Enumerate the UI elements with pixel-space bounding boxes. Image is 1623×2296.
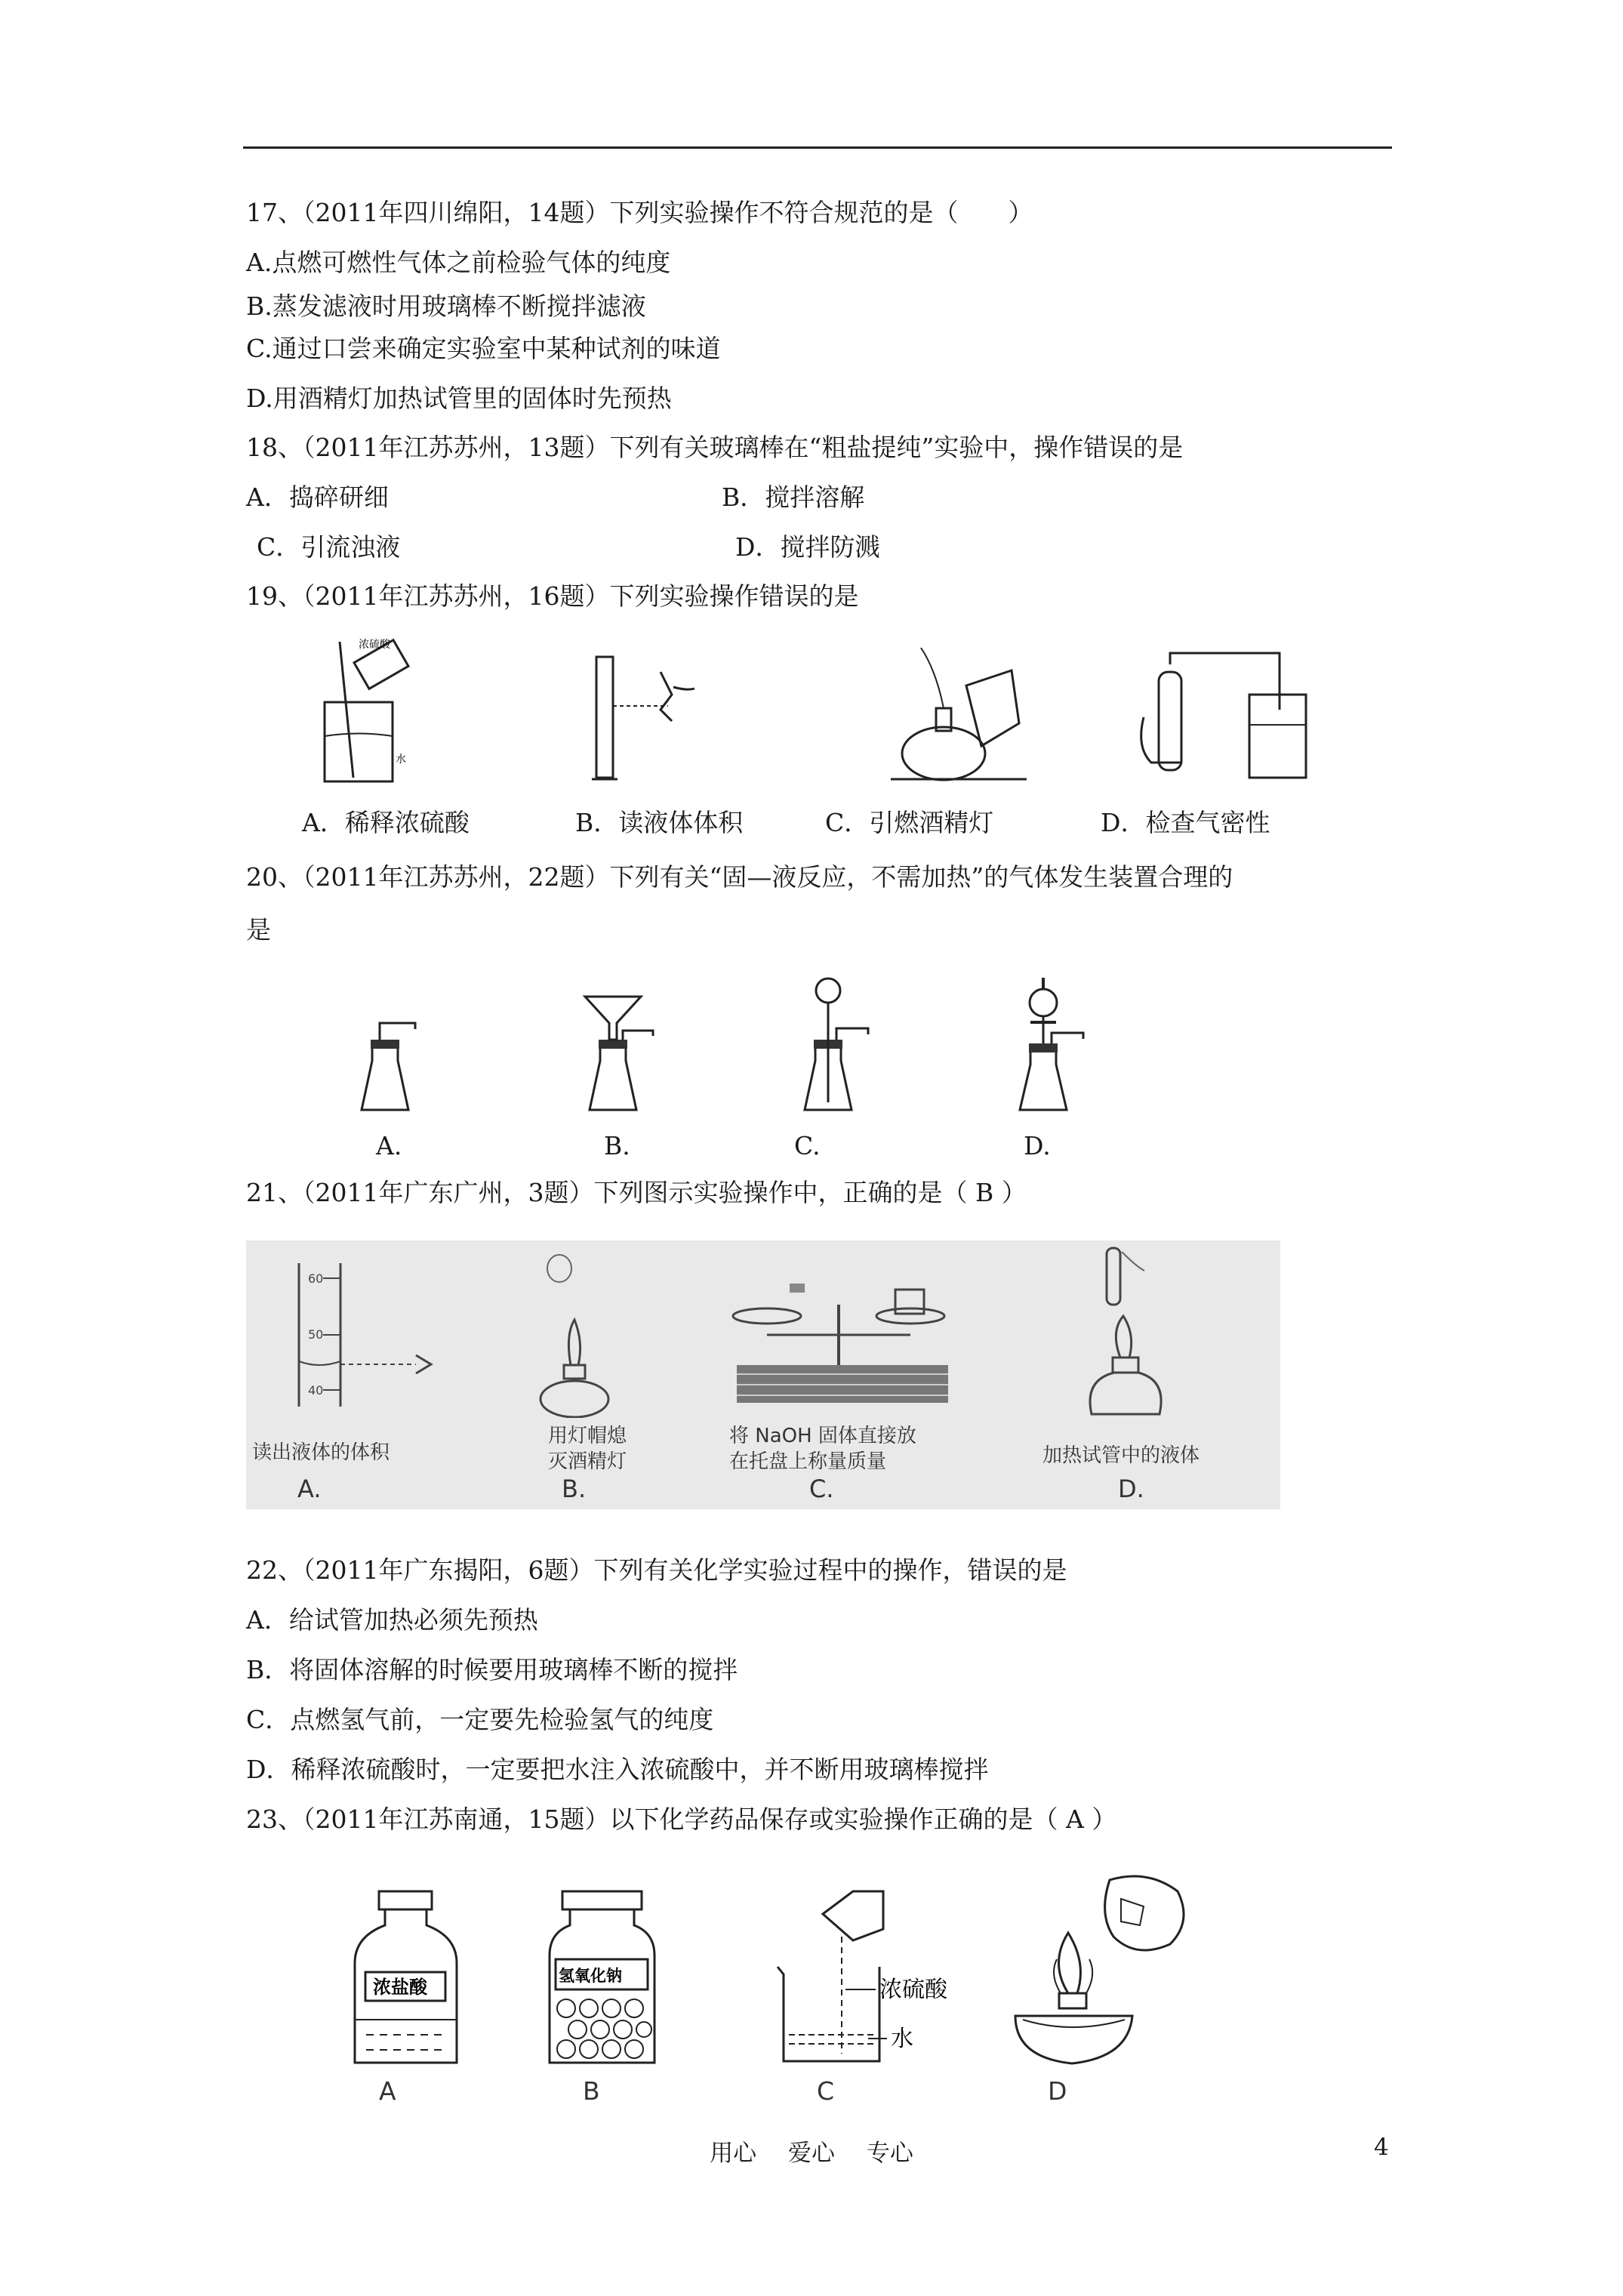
q19-figure-a-dilute-acid	[317, 634, 415, 785]
q20-option-c: C.	[794, 1131, 821, 1160]
q17-option-a: A.点燃可燃性气体之前检验气体的纯度	[246, 248, 671, 277]
q22-option-c: C．点燃氢气前，一定要先检验氢气的纯度	[246, 1705, 714, 1734]
q21-letter-a: A.	[297, 1475, 322, 1503]
svg-text:浓硫酸: 浓硫酸	[879, 1977, 947, 2003]
q20-figure-b-flask-funnel	[577, 989, 661, 1114]
q19-figure-c-light-lamp	[891, 640, 1027, 784]
q21-caption-c2: 在托盘上称量质量	[729, 1450, 887, 1473]
q22-stem: 22、（2011年广东揭阳，6题）下列有关化学实验过程中的操作，错误的是	[246, 1555, 1067, 1585]
q23-figure-a-bottle	[347, 1888, 464, 2069]
q22-option-d: D．稀释浓硫酸时，一定要把水注入浓硫酸中，并不断用玻璃棒搅拌	[246, 1755, 989, 1784]
q23-letter-a: A	[379, 2076, 396, 2106]
q21-caption-b2: 灭酒精灯	[548, 1450, 627, 1473]
q23-figure-b-jar	[544, 1888, 661, 2069]
q20-figure-d-flask-separatory	[1008, 974, 1091, 1114]
q23-letter-b: B	[583, 2076, 600, 2106]
q21-figure-b-lamp-cap	[529, 1252, 612, 1418]
q22-option-b: B．将固体溶解的时候要用玻璃棒不断的搅拌	[246, 1655, 738, 1684]
q21-letter-b: B.	[562, 1475, 587, 1503]
q21-figure-panel	[246, 1240, 1280, 1509]
page-number: 4	[1374, 2134, 1389, 2161]
svg-text:60: 60	[308, 1271, 324, 1286]
q19-figure-b-read-volume	[589, 649, 702, 785]
q20-option-d: D.	[1024, 1131, 1051, 1160]
q18-option-c: C．引流浊液	[257, 532, 401, 562]
q17-option-d: D.用酒精灯加热试管里的固体时先预热	[246, 384, 672, 413]
q19-stem: 19、（2011年江苏苏州，16题）下列实验操作错误的是	[246, 581, 859, 611]
q21-letter-c: C.	[809, 1475, 834, 1503]
q18-option-d: D．搅拌防溅	[735, 532, 880, 562]
footer-text-3: 专心	[866, 2140, 913, 2167]
q20-option-b: B.	[604, 1131, 630, 1160]
q19-option-c: C．引燃酒精灯	[825, 808, 994, 837]
q21-figure-d-heat-tube	[1076, 1244, 1182, 1418]
q21-stem: 21、（2011年广东广州，3题）下列图示实验操作中，正确的是（ B ）	[246, 1178, 1027, 1207]
q20-figure-a-flask	[359, 1015, 419, 1114]
q19-option-a: A．稀释浓硫酸	[302, 808, 470, 837]
q21-letter-d: D.	[1118, 1475, 1144, 1503]
svg-text:浓盐酸: 浓盐酸	[373, 1977, 427, 1998]
footer-text-2: 爱心	[788, 2140, 835, 2167]
q18-option-a: A．捣碎研细	[246, 482, 389, 512]
q17-option-b: B.蒸发滤液时用玻璃棒不断搅拌滤液	[246, 291, 646, 321]
q20-stem-line2: 是	[246, 915, 271, 945]
q21-caption-d: 加热试管中的液体	[1042, 1444, 1200, 1467]
q19-option-b: B．读液体体积	[575, 808, 744, 837]
q21-figure-c-balance	[729, 1274, 956, 1418]
q20-stem-line1: 20、（2011年江苏苏州，22题）下列有关“固—液反应，不需加热”的气体发生装置合理的	[246, 862, 1233, 892]
q20-option-a: A.	[376, 1131, 402, 1160]
q18-option-b: B．搅拌溶解	[722, 482, 865, 512]
q23-figure-d-lamp	[1008, 1869, 1196, 2073]
q22-option-a: A．给试管加热必须先预热	[246, 1605, 538, 1635]
svg-text:水: 水	[396, 754, 406, 766]
q21-caption-b1: 用灯帽熄	[548, 1425, 627, 1447]
q23-letter-c: C	[817, 2076, 835, 2106]
svg-text:50: 50	[308, 1327, 324, 1342]
q20-figure-c-flask-thistle	[793, 974, 876, 1114]
svg-text:氢氧化钠: 氢氧化钠	[559, 1967, 622, 1985]
q23-letter-d: D	[1048, 2076, 1067, 2106]
q23-stem: 23、（2011年江苏南通，15题）以下化学药品保存或实验操作正确的是（ A ）	[246, 1804, 1117, 1834]
svg-text:浓硫酸: 浓硫酸	[359, 639, 390, 651]
q21-caption-c1: 将 NaOH 固体直接放	[729, 1425, 916, 1447]
q21-figure-a-cylinder	[276, 1263, 450, 1414]
svg-text:40: 40	[308, 1383, 324, 1398]
q19-figure-d-airtight-check	[1136, 642, 1310, 785]
q21-caption-a: 读出液体的体积	[252, 1441, 390, 1464]
q17-stem: 17、（2011年四川绵阳，14题）下列实验操作不符合规范的是（ ）	[246, 198, 1033, 227]
q19-option-d: D．检查气密性	[1101, 808, 1270, 837]
q18-stem: 18、（2011年江苏苏州，13题）下列有关玻璃棒在“粗盐提纯”实验中，操作错误的是	[246, 433, 1184, 462]
q23-figure-c-dilute-acid	[770, 1884, 974, 2073]
header-rule	[243, 146, 1392, 149]
footer-text-1: 用心	[710, 2140, 757, 2167]
svg-text:水: 水	[891, 2026, 913, 2052]
q17-option-c: C.通过口尝来确定实验室中某种试剂的味道	[246, 334, 721, 363]
